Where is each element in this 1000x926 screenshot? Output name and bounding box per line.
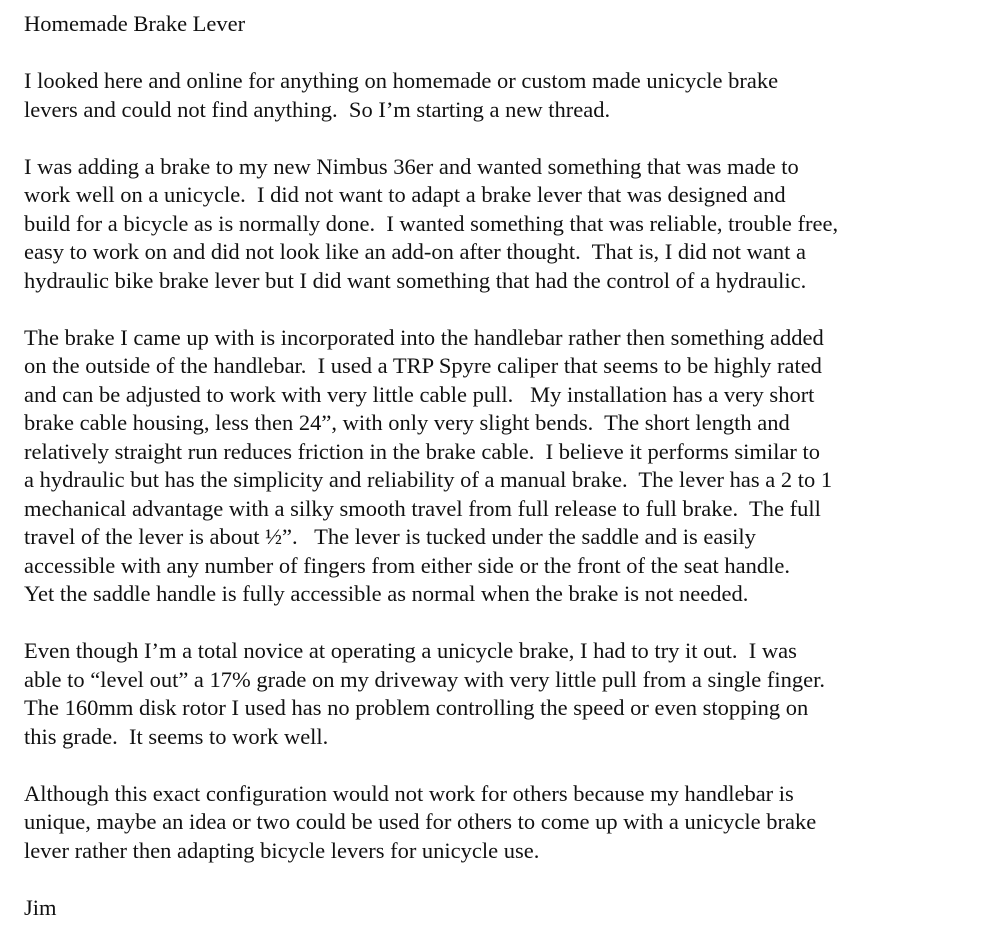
text-line: The brake I came up with is incorporated into the handlebar rather then something added [24, 324, 824, 350]
text-line: lever rather then adapting bicycle levers for unicycle use. [24, 837, 540, 863]
text-line: relatively straight run reduces friction in the brake cable. I believe it performs similar to [24, 438, 820, 464]
paragraph-motivation [24, 153, 984, 296]
text-line: The 160mm disk rotor I used has no problem controlling the speed or even stopping on [24, 695, 809, 720]
text-line: Even though I’m a total novice at operating a unicycle brake, I had to try it out. I was [24, 638, 797, 663]
paragraph-test [24, 637, 984, 751]
text-line: levers and could not find anything. So I’m starting a new thread. [24, 96, 611, 122]
text-line: this grade. It seems to work well. [24, 723, 329, 749]
text-line: a hydraulic but has the simplicity and reliability of a manual brake. The lever has a 2 to 1 [24, 467, 833, 492]
text-line: I looked here and online for anything on homemade or custom made unicycle brake [24, 68, 779, 93]
text-line: Yet the saddle handle is fully accessible as normal when the brake is not needed. [24, 581, 749, 606]
text-line: travel of the lever is about ½”. The lever is tucked under the saddle and is easily [24, 524, 756, 549]
text-line: able to “level out” a 17% grade on my driveway with very little pull from a single finger. [24, 666, 826, 692]
text-line: accessible with any number of fingers from either side or the front of the seat handle. [24, 552, 790, 578]
text-line: on the outside of the handlebar. I used a TRP Spyre caliper that seems to be highly rated [24, 353, 822, 378]
text-line: I was adding a brake to my new Nimbus 36er and wanted something that was made to [24, 153, 799, 179]
text-line: brake cable housing, less then 24”, with only very slight bends. The short length and [24, 410, 790, 435]
text-line: easy to work on and did not look like an add-on after thought. That is, I did not want a [24, 239, 806, 264]
paragraph-design [24, 324, 984, 609]
text-line: build for a bicycle as is normally done. I wanted something that was reliable, trouble free, [24, 210, 839, 236]
text-line: mechanical advantage with a silky smooth travel from full release to full brake. The full [24, 495, 821, 521]
document-body [24, 10, 984, 922]
paragraph-intro [24, 67, 984, 124]
text-line: Although this exact configuration would not work for others because my handlebar is [24, 780, 794, 806]
text-line: unique, maybe an idea or two could be used for others to come up with a unicycle brake [24, 809, 817, 834]
text-line: hydraulic bike brake lever but I did want something that had the control of a hydraulic. [24, 267, 807, 293]
paragraph-conclusion [24, 780, 984, 866]
signature: Jim [24, 894, 57, 920]
text-line: work well on a unicycle. I did not want to adapt a brake lever that was designed and [24, 182, 786, 207]
document-title: Homemade Brake Lever [24, 11, 246, 36]
text-line: and can be adjusted to work with very little cable pull. My installation has a very short [24, 381, 815, 407]
